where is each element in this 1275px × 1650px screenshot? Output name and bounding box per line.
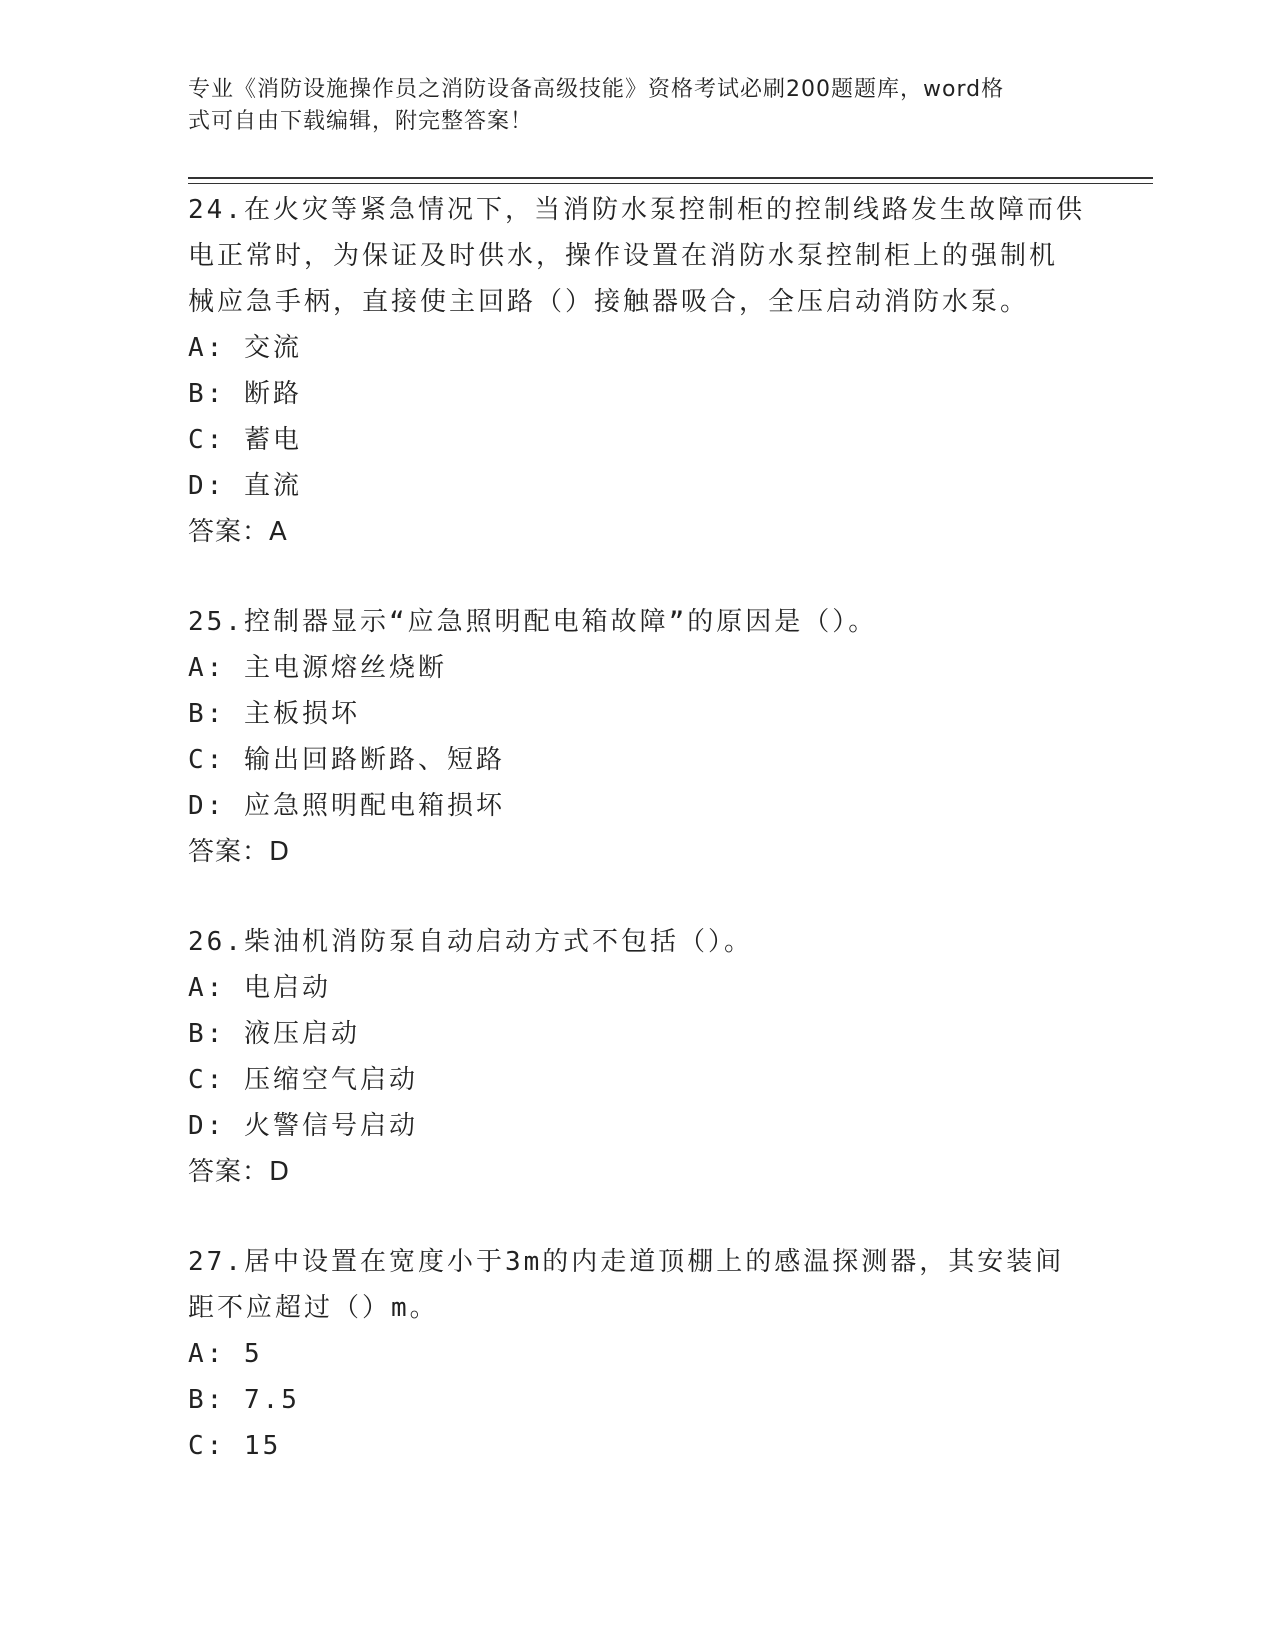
option-a: A: 5 — [188, 1339, 263, 1369]
option-d: D: 火警信号启动 — [188, 1111, 418, 1141]
option-a: A: 主电源熔丝烧断 — [188, 653, 447, 683]
option-b: B: 液压启动 — [188, 1019, 360, 1049]
stem-line: 25.控制器显示“应急照明配电箱故障”的原因是（）。 — [188, 607, 878, 637]
question-spacer — [188, 1195, 1088, 1239]
option-c: C: 蓄电 — [188, 425, 302, 455]
header-line-2: 式可自由下载编辑，附完整答案！ — [188, 109, 534, 134]
question-27 — [188, 1239, 1088, 1469]
option-b: B: 断路 — [188, 379, 302, 409]
stem-line: 电正常时，为保证及时供水，操作设置在消防水泵控制柜上的强制机 — [188, 241, 1059, 271]
option-c: C: 15 — [188, 1431, 282, 1461]
question-stem — [188, 1239, 1088, 1331]
header-divider-thick — [188, 177, 1153, 179]
question-stem — [188, 187, 1088, 325]
question-25 — [188, 599, 1088, 875]
question-list — [188, 187, 1088, 1469]
option-b: B: 主板损坏 — [188, 699, 360, 729]
answer-line: 答案：A — [188, 517, 288, 547]
header-line-1: 专业《消防设施操作员之消防设备高级技能》资格考试必刷200题题库，word格 — [188, 77, 1005, 102]
stem-line: 距不应超过（）m。 — [188, 1293, 439, 1323]
option-c: C: 输出回路断路、短路 — [188, 745, 505, 775]
question-stem — [188, 919, 1088, 965]
stem-line: 26.柴油机消防泵自动启动方式不包括（）。 — [188, 927, 753, 957]
question-stem — [188, 599, 1088, 645]
option-d: D: 应急照明配电箱损坏 — [188, 791, 505, 821]
document-header — [188, 74, 1088, 138]
option-c: C: 压缩空气启动 — [188, 1065, 418, 1095]
header-divider-thin — [188, 183, 1153, 184]
stem-line: 27.居中设置在宽度小于3m的内走道顶棚上的感温探测器，其安装间 — [188, 1247, 1065, 1277]
question-spacer — [188, 875, 1088, 919]
question-26 — [188, 919, 1088, 1195]
stem-line: 械应急手柄，直接使主回路（）接触器吸合，全压启动消防水泵。 — [188, 287, 1030, 317]
answer-line: 答案：D — [188, 837, 291, 867]
option-d: D: 直流 — [188, 471, 302, 501]
question-24 — [188, 187, 1088, 555]
answer-line: 答案：D — [188, 1157, 291, 1187]
option-a: A: 电启动 — [188, 973, 331, 1003]
option-b: B: 7.5 — [188, 1385, 300, 1415]
question-spacer — [188, 555, 1088, 599]
option-a: A: 交流 — [188, 333, 302, 363]
stem-line: 24.在火灾等紧急情况下，当消防水泵控制柜的控制线路发生故障而供 — [188, 195, 1085, 225]
